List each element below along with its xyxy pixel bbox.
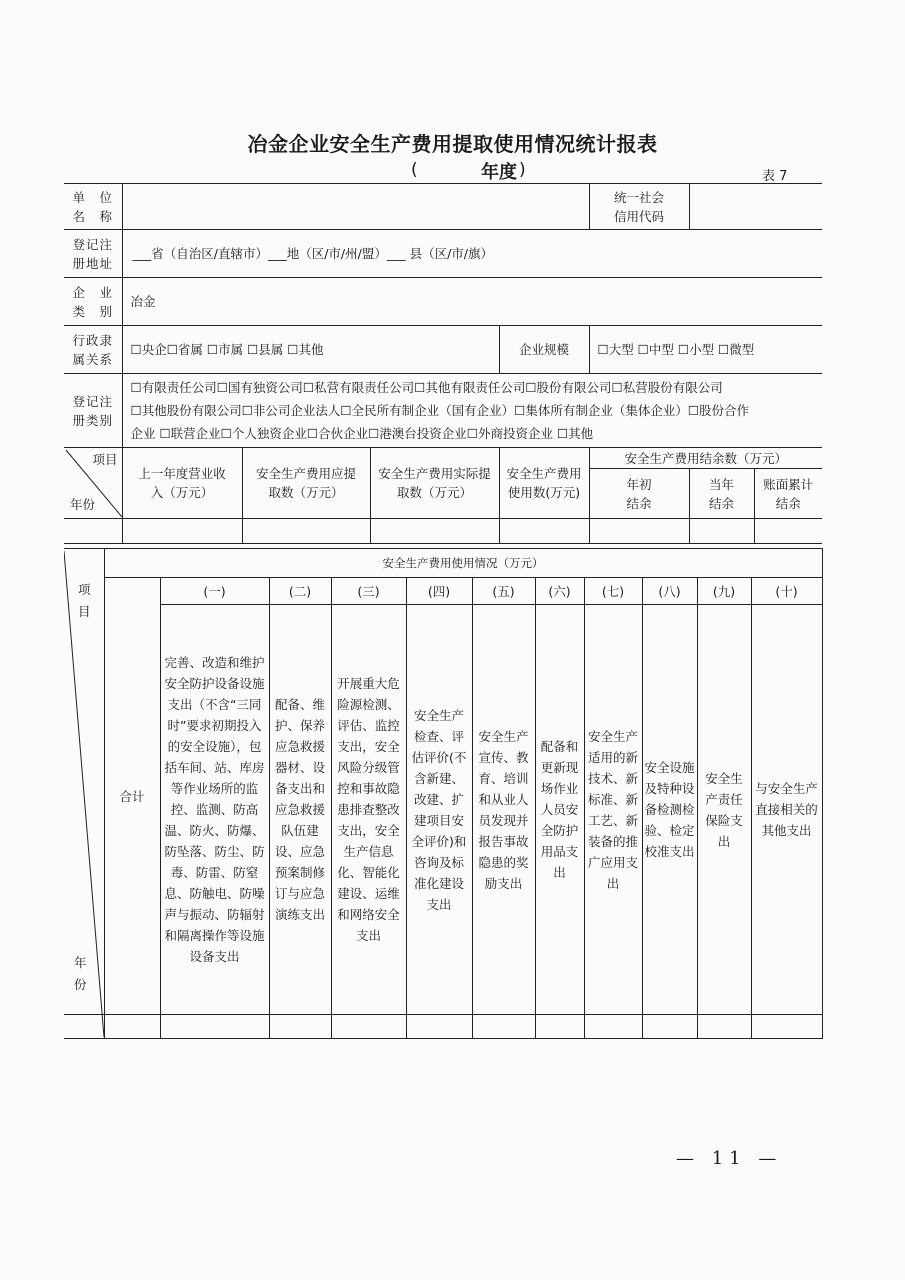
usage-col-no-2: (二) <box>269 578 331 605</box>
unit-name-label: 单 位 名 称 <box>64 184 122 230</box>
reg-type-label: 登记注 册类别 <box>64 374 122 448</box>
usage-input-8[interactable] <box>584 1015 642 1039</box>
usage-col-no-8: (八) <box>642 578 697 605</box>
col-balance-cumulative: 账面累计 结余 <box>754 469 822 519</box>
fee-input-4[interactable] <box>499 519 589 544</box>
usage-input-2[interactable] <box>160 1015 269 1039</box>
scale-label: 企业规模 <box>499 326 589 374</box>
reg-address-field[interactable]: ___省（自治区/直辖市）___地（区/市/州/盟）___ 县（区/市/旗） <box>122 230 822 278</box>
col-balance-year: 当年 结余 <box>689 469 754 519</box>
usage-item-year-cell: 项 目 年 份 <box>64 549 104 1015</box>
usage-col-no-1: (一) <box>160 578 269 605</box>
total-label: 合计 <box>104 578 160 1015</box>
admin-affiliation-options[interactable]: ☐央企☐省属 ☐市属 ☐县属 ☐其他 <box>122 326 499 374</box>
year-label: 年度 <box>481 162 517 183</box>
usage-input-1[interactable] <box>104 1015 160 1039</box>
usage-input-11[interactable] <box>751 1015 822 1039</box>
usage-input-5[interactable] <box>406 1015 472 1039</box>
col-prev-revenue: 上一年度营业收 入（万元） <box>122 448 242 519</box>
usage-col-desc-8: 安全设施及特种设备检测检验、检定校准支出 <box>642 605 697 1015</box>
col-used-amount: 安全生产费用 使用数(万元) <box>499 448 589 519</box>
category-value: 冶金 <box>122 278 822 326</box>
usage-input-10[interactable] <box>697 1015 751 1039</box>
usage-col-no-10: (十) <box>751 578 822 605</box>
reg-type-options[interactable]: ☐有限责任公司☐国有独资公司☐私营有限责任公司☐其他有限责任公司☐股份有限公司☐私营股份有限公司 ☐其他股份有限公司☐非公司企业法人☐全民所有制企业（国有企业）☐集体所有制企业（集体企业）☐股份合作 企业 ☐联营企业☐个人独资企业☐合伙企业☐港澳台投资企业☐外商投资企业 ☐其他 <box>122 374 822 448</box>
usage-col-desc-7: 安全生产适用的新技术、新标准、新工艺、新装备的推广应用支出 <box>584 605 642 1015</box>
usage-table <box>64 548 823 1039</box>
usage-input-7[interactable] <box>535 1015 584 1039</box>
usage-col-no-3: (三) <box>331 578 406 605</box>
enterprise-info-table <box>64 183 822 544</box>
fee-input-6[interactable] <box>689 519 754 544</box>
scale-options[interactable]: ☐大型 ☐中型 ☐小型 ☐微型 <box>589 326 822 374</box>
usage-col-desc-10: 与安全生产直接相关的其他支出 <box>751 605 822 1015</box>
page-number: — 11 — <box>676 1148 783 1169</box>
usage-col-desc-9: 安全生产责任保险支出 <box>697 605 751 1015</box>
fee-input-3[interactable] <box>370 519 499 544</box>
usage-col-no-9: (九) <box>697 578 751 605</box>
usage-col-desc-4: 安全生产检查、评估评价(不含新建、改建、扩建项目安全评价)和咨询及标准化建设支出 <box>406 605 472 1015</box>
usage-col-no-7: (七) <box>584 578 642 605</box>
usage-input-4[interactable] <box>331 1015 406 1039</box>
fee-input-2[interactable] <box>242 519 370 544</box>
credit-code-label: 统一社会 信用代码 <box>589 184 689 230</box>
fee-input-5[interactable] <box>589 519 689 544</box>
usage-col-desc-1: 完善、改造和维护安全防护设备设施支出（不含“三同时”要求初期投入的安全设施），包括车间、站、库房等作业场所的监控、监测、防高温、防火、防爆、防坠落、防尘、防毒、防雷、防窒息、防触电、防噪声与振动、防辐射和隔离操作等设施设备支出 <box>160 605 269 1015</box>
page-title: 冶金企业安全生产费用提取使用情况统计报表 <box>247 132 658 156</box>
balance-header: 安全生产费用结余数（万元） <box>589 448 822 469</box>
usage-col-desc-2: 配备、维护、保养应急救援器材、设备支出和应急救援队伍建设、应急预案制修订与应急演练支出 <box>269 605 331 1015</box>
credit-code-field[interactable] <box>689 184 822 230</box>
col-actual-extract: 安全生产费用实际提 取数（万元） <box>370 448 499 519</box>
usage-col-desc-5: 安全生产宣传、教育、培训和从业人员发现并报告事故隐患的奖励支出 <box>472 605 535 1015</box>
usage-input-3[interactable] <box>269 1015 331 1039</box>
unit-name-field[interactable] <box>122 184 589 230</box>
usage-col-desc-6: 配备和更新现场作业人员安全防护用品支出 <box>535 605 584 1015</box>
year-open-paren: ( <box>411 160 418 180</box>
usage-col-no-5: (五) <box>472 578 535 605</box>
usage-header: 安全生产费用使用情况（万元） <box>104 549 822 578</box>
reg-address-label: 登记注 册地址 <box>64 230 122 278</box>
item-year-diagonal-cell: 项目 年份 <box>64 448 122 519</box>
usage-col-desc-3: 开展重大危险源检测、评估、监控支出，安全风险分级管控和事故隐患排查整改支出，安全生产信息化、智能化建设、运维和网络安全支出 <box>331 605 406 1015</box>
usage-col-no-6: (六) <box>535 578 584 605</box>
col-should-extract: 安全生产费用应提 取数（万元） <box>242 448 370 519</box>
admin-affiliation-label: 行政隶 属关系 <box>64 326 122 374</box>
usage-input-9[interactable] <box>642 1015 697 1039</box>
year-close-paren: ) <box>519 160 526 180</box>
col-balance-start: 年初 结余 <box>589 469 689 519</box>
fee-input-1[interactable] <box>122 519 242 544</box>
table-number: 表 7 <box>762 169 788 184</box>
fee-year-input[interactable] <box>64 519 122 544</box>
usage-col-no-4: (四) <box>406 578 472 605</box>
fee-input-7[interactable] <box>754 519 822 544</box>
usage-input-6[interactable] <box>472 1015 535 1039</box>
category-label: 企 业 类 别 <box>64 278 122 326</box>
